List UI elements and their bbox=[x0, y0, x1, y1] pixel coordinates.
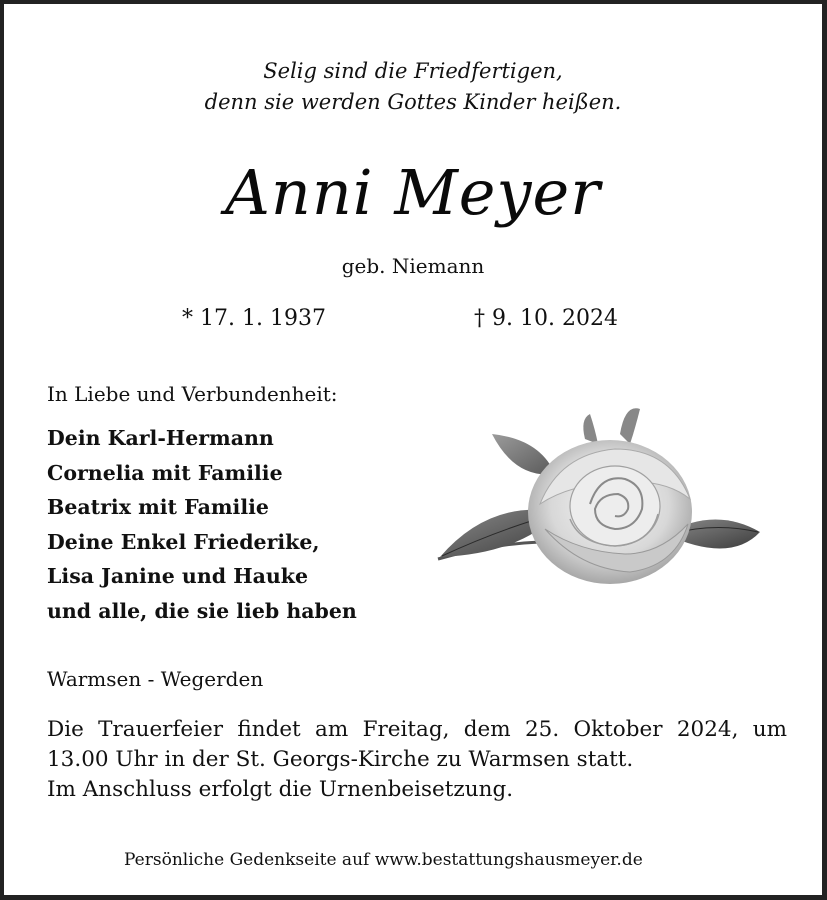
mourners-intro: In Liebe und Verbundenheit: bbox=[47, 382, 338, 406]
funeral-text: Die Trauerfeier findet am Freitag, dem 25. Oktober 2024, um 13.00 Uhr in der St. Georgs-Kirche zu Warmsen statt. bbox=[47, 717, 787, 772]
birth-date: * 17. 1. 1937 bbox=[182, 306, 326, 331]
funeral-details bbox=[47, 715, 787, 805]
mourner-item: Lisa Janine und Hauke bbox=[47, 564, 309, 588]
mourners-list bbox=[47, 421, 357, 628]
burial-text: Im Anschluss erfolgt die Urnenbeisetzung. bbox=[47, 777, 514, 802]
mourner-item: Beatrix mit Familie bbox=[47, 495, 269, 519]
death-date: † 9. 10. 2024 bbox=[474, 306, 618, 331]
verse-line-2: denn sie werden Gottes Kinder heißen. bbox=[204, 90, 622, 114]
verse-line-1: Selig sind die Friedfertigen, bbox=[263, 59, 563, 83]
mourner-item: Dein Karl-Hermann bbox=[47, 426, 274, 450]
deceased-name: Anni Meyer bbox=[225, 156, 601, 229]
mourner-item: Deine Enkel Friederike, bbox=[47, 529, 320, 554]
maiden-name: geb. Niemann bbox=[341, 254, 485, 278]
rose-icon bbox=[430, 394, 770, 594]
memorial-website: Persönliche Gedenkseite auf www.bestattungshausmeyer.de bbox=[124, 850, 643, 870]
mourner-item: Cornelia mit Familie bbox=[47, 460, 283, 485]
mourner-item: und alle, die sie lieb haben bbox=[47, 598, 357, 623]
place: Warmsen - Wegerden bbox=[47, 667, 264, 691]
